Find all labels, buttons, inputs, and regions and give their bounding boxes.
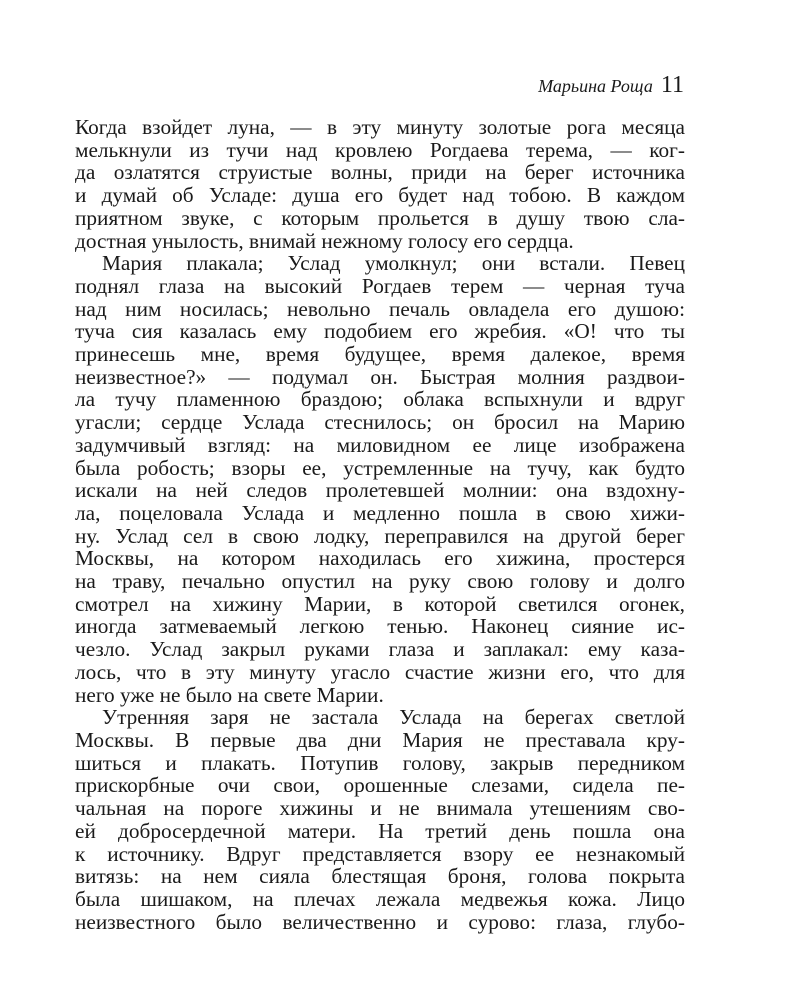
text-line: мелькнули из тучи над кровлею Рогдаева терема, — ког- [75, 137, 685, 162]
text-line: к источнику. Вдруг представляется взору ее незнакомый [75, 841, 685, 866]
text-line: поднял глаза на высокий Рогдаев терем — черная туча [75, 273, 685, 298]
text-line: задумчивый взгляд: на миловидном ее лице изображена [75, 432, 685, 457]
text-line: над ним носилась; невольно печаль овладела его душою: [75, 296, 685, 321]
text-line: чальная на пороге хижины и не внимала утешениям сво- [75, 796, 685, 821]
text-line: туча сия казалась ему подобием его жребия. «О! что ты [75, 319, 685, 344]
text-line: искали на ней следов пролетевшей молнии: она вздохну- [75, 478, 685, 503]
text-line: прискорбные очи свои, орошенные слезами, сидела пе- [75, 773, 685, 798]
text-line: принесешь мне, время будущее, время далекое, время [75, 342, 685, 367]
text-line: неизвестного было величественно и сурово: глаза, глубо- [75, 909, 685, 934]
paragraph [75, 252, 685, 706]
text-line: чезло. Услад закрыл руками глаза и заплакал: ему каза- [75, 637, 685, 662]
text-line: неизвестное?» — подумал он. Быстрая молния раздвои- [75, 364, 685, 389]
text-line: достная унылость, внимай нежному голосу его сердца. [75, 228, 574, 253]
text-line: была шишаком, на плечах лежала медвежья кожа. Лицо [75, 886, 685, 911]
running-title: Марьина Роща [538, 76, 653, 96]
text-line: Москвы. В первые два дни Мария не преставала кру- [75, 727, 685, 752]
text-line: на траву, печально опустил на руку свою голову и долго [75, 569, 685, 594]
text-line: была робость; взоры ее, устремленные на тучу, как будто [75, 455, 685, 480]
text-line: смотрел на хижину Марии, в которой светился огонек, [75, 591, 685, 616]
text-line: приятном звуке, с которым прольется в душу твою сла- [75, 205, 685, 230]
text-line: и думай об Усладе: душа его будет над тобою. В каждом [75, 183, 685, 208]
body-text [75, 116, 685, 933]
text-line: ну. Услад сел в свою лодку, переправился на другой берег [75, 523, 685, 548]
text-line: ла, поцеловала Услада и медленно пошла в свою хижи- [75, 500, 685, 525]
page-number: 11 [660, 72, 684, 98]
text-line: витязь: на нем сияла блестящая броня, голова покрыта [75, 864, 685, 889]
running-head [538, 72, 684, 99]
text-line: Мария плакала; Услад умолкнул; они встали. Певец [102, 251, 685, 276]
text-line: ей добросердечной матери. На третий день пошла она [75, 818, 685, 843]
text-line: шиться и плакать. Потупив голову, закрыв передником [75, 750, 685, 775]
text-line: ла тучу пламенною браздою; облака вспыхнули и вдруг [75, 387, 685, 412]
text-line: да озлатятся струистые волны, приди на берег источника [75, 160, 685, 185]
text-line: угасли; сердце Услада стеснилось; он бросил на Марию [75, 410, 685, 435]
paragraph [75, 116, 685, 252]
text-line: него уже не было на свете Марии. [75, 682, 384, 707]
paragraph [75, 706, 685, 933]
text-line: лось, что в эту минуту угасло счастие жизни его, что для [75, 659, 685, 684]
text-line: Когда взойдет луна, — в эту минуту золотые рога месяца [75, 115, 685, 139]
text-line: иногда затмеваемый легкою тенью. Наконец сияние ис- [75, 614, 685, 639]
text-line: Утренняя заря не застала Услада на берегах светлой [102, 705, 685, 730]
text-line: Москвы, на котором находилась его хижина, простерся [75, 546, 685, 571]
